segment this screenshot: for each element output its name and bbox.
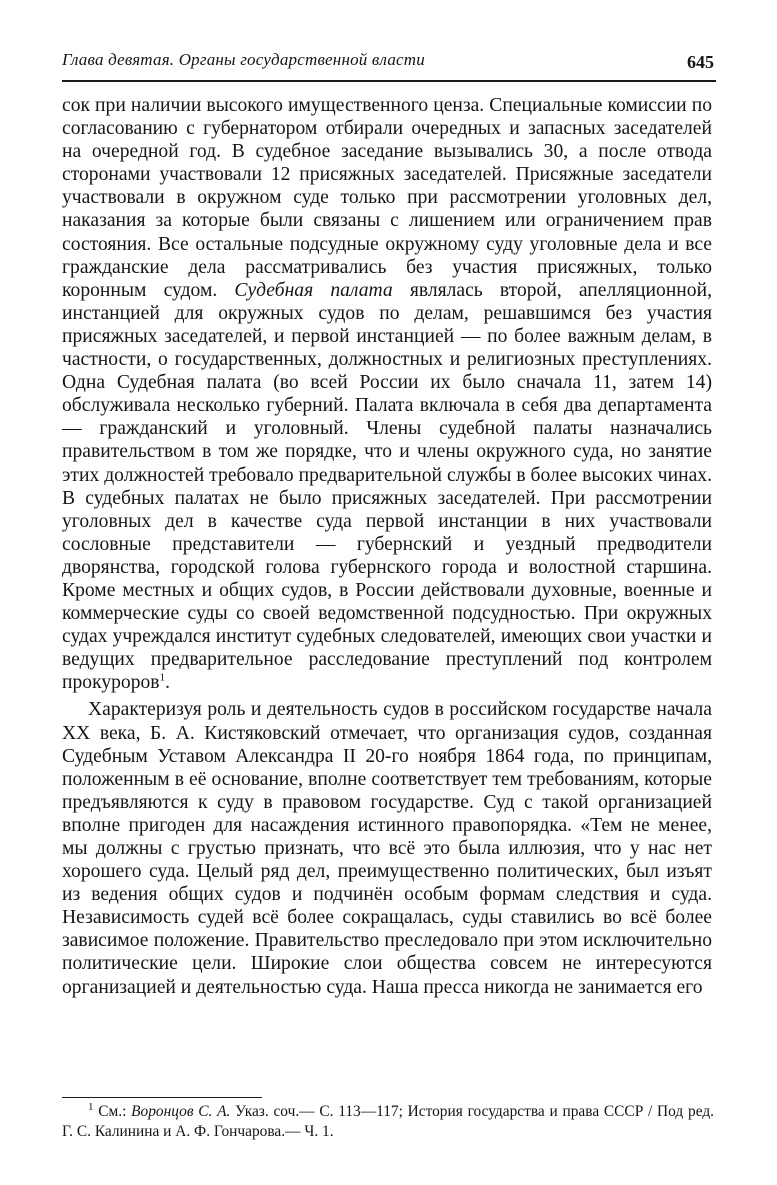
running-title: Глава девятая. Органы государственной власти bbox=[62, 50, 425, 69]
footnote-reference: 1 bbox=[159, 671, 166, 684]
page-header bbox=[62, 50, 716, 78]
term-sudebnaya-palata: Судебная палата bbox=[234, 279, 393, 301]
footnote-citation: Указ. соч.— С. 113—117; История государства и права СССР / Под ред. Г. С. Калинина и А. Ф. Гончарова.— Ч. 1. bbox=[62, 1103, 714, 1140]
footnote bbox=[62, 1102, 714, 1142]
footnote-prefix: См.: bbox=[93, 1103, 132, 1120]
page-number: 645 bbox=[687, 52, 714, 72]
header-divider bbox=[62, 80, 716, 82]
paragraph-1-text-a: сок при наличии высокого имущественного ценза. Специальные комиссии по согласованию с губернатором отбирали очередных и запасных заседателей на очередной год. В судебное заседание вызывались 30, а после отвода сторонами участвовали 12 присяжных заседателей. Присяжные заседатели участвовали в окружном суде только при рассмотрении уголовных дел, наказания за которые были связаны с лишением или ограничением прав состояния. Все остальные подсудные окружному суду уголовные дела и все гражданские дела рассматривались без участия присяжных, только коронным судом. bbox=[62, 95, 712, 301]
main-text bbox=[62, 94, 712, 999]
footnote-author: Воронцов С. А. bbox=[131, 1103, 231, 1120]
paragraph-1-text-b: являлась второй, апелляционной, инстанцией для окружных судов по делам, решавшимся без участия присяжных заседателей, и первой инстанцией — по более важным делам, в частности, о государственных, должностных и религиозных преступлениях. Одна Судебная палата (во всей России их было сначала 11, затем 14) обслуживала несколько губерний. Палата включала в себя два департамента — гражданский и уголовный. Члены судебной палаты назначались правительством в том же порядке, что и члены окружного суда, но занятие этих должностей требовало предварительной службы в более высоких чинах. В судебных палатах не было присяжных заседателей. При рассмотрении уголовных дел в качестве суда первой инстанции в них участвовали сословные представители — губернский и уездный предводители дворянства, городской голова губернского города и волостной старшина. Кроме местных и общих судов, в России действовали духовные, военные и коммерческие суды со своей ведомственной подсудностью. При окружных судах учреждался институт судебных следователей, имеющих свои участки и ведущих предварительное расследование преступлений под контролем прокуроров bbox=[62, 279, 712, 694]
paragraph-1-text-end: . bbox=[165, 672, 170, 694]
paragraph-2: Характеризуя роль и деятельность судов в российском государстве начала XX века, Б. А. Кистяковский отмечает, что организация судов, созданная Судебным Уставом Александра II 20-го ноября 1864 года, по принципам, положенным в её основание, вполне соответствует тем требованиям, которые предъявляются к суду в правовом государстве. Суд с такой организацией вполне пригоден для насаждения истинного правопорядка. «Тем не менее, мы должны с грустью признать, что всё это была иллюзия, что у нас нет хорошего суда. Целый ряд дел, преимущественно политических, был изъят из ведения общих судов и подчинён особым формам следствия и суда. Независимость судей всё более сокращалась, суды ставились во всё более зависимое положение. Правительство преследовало при этом исключительно политические цели. Широкие слои общества совсем не интересуются организацией и деятельностью суда. Наша пресса никогда не занимается его bbox=[62, 699, 712, 998]
paragraph-1 bbox=[62, 94, 712, 694]
footnote-mark: 1 bbox=[88, 1100, 94, 1113]
footnote-1 bbox=[62, 1102, 714, 1142]
footnote-divider bbox=[62, 1097, 262, 1098]
